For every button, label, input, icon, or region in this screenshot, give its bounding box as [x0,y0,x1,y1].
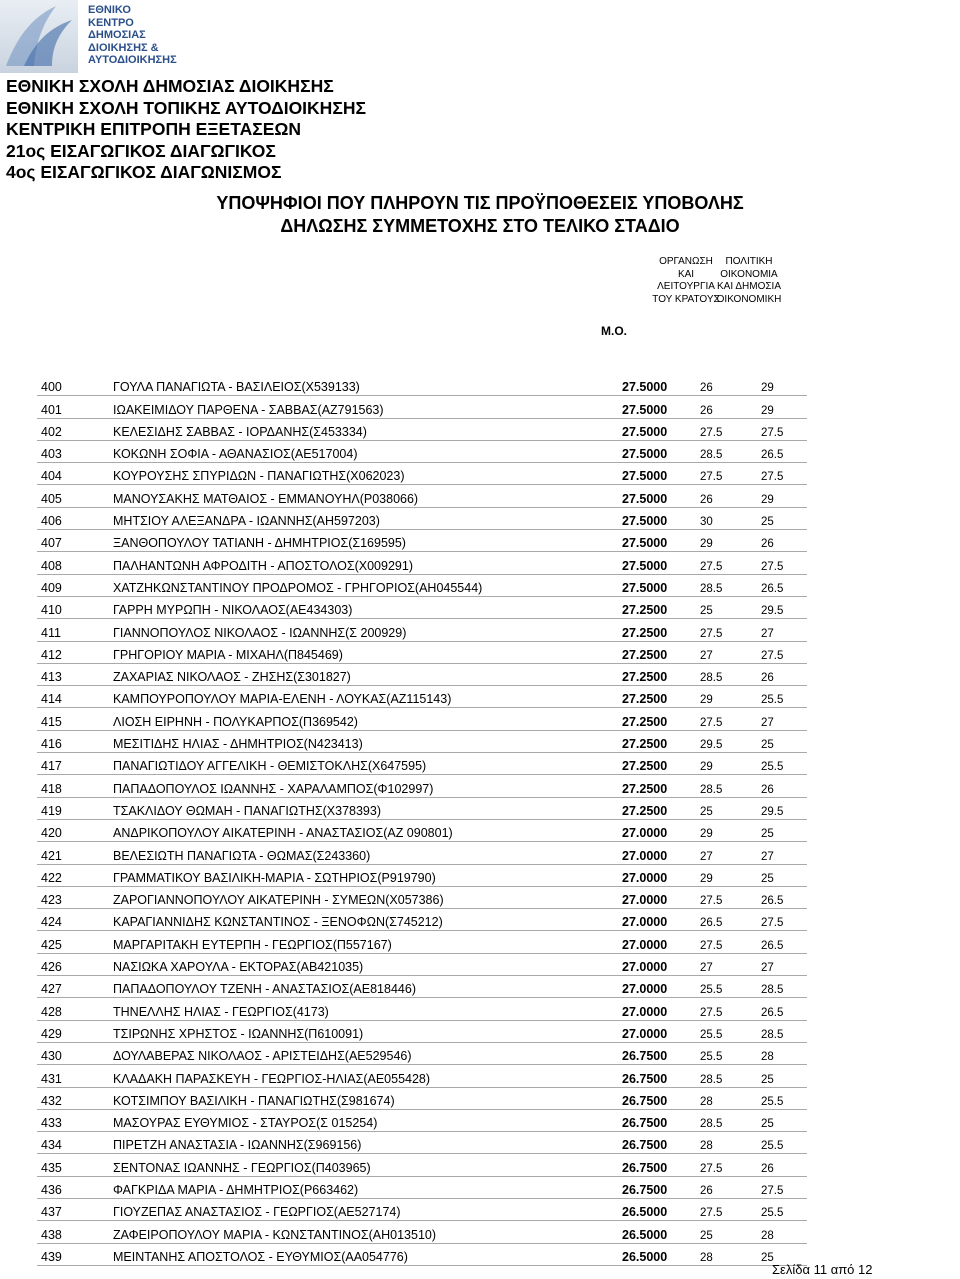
candidate-name: ΞΑΝΘΟΠΟΥΛΟΥ ΤΑΤΙΑΝΗ - ΔΗΜΗΤΡΙΟΣ(Σ169595) [113,530,622,552]
candidate-name: ΠΑΠΑΔΟΠΟΥΛΟΥ ΤΖΕΝΗ - ΑΝΑΣΤΑΣΙΟΣ(ΑΕ818446) [113,976,622,998]
average-score: 27.2500 [622,753,700,775]
score-economics: 29.5 [761,596,807,618]
row-number: 404 [37,463,113,485]
average-score: 27.5000 [622,396,700,418]
average-score: 27.0000 [622,864,700,886]
candidate-name: ΜΕΙΝΤΑΝΗΣ ΑΠΟΣΤΟΛΟΣ - ΕΥΘΥΜΙΟΣ(ΑΑ054776) [113,1243,622,1265]
score-organization: 27.5 [700,998,761,1020]
score-organization: 28.5 [700,440,761,462]
score-organization: 28 [700,1243,761,1265]
candidate-name: ΠΙΡΕΤΖΗ ΑΝΑΣΤΑΣΙΑ - ΙΩΑΝΝΗΣ(Σ969156) [113,1132,622,1154]
score-organization: 27.5 [700,619,761,641]
score-economics: 26.5 [761,998,807,1020]
candidate-name: ΤΣΑΚΛΙΔΟΥ ΘΩΜΑΗ - ΠΑΝΑΓΙΩΤΗΣ(Χ378393) [113,797,622,819]
score-organization: 27 [700,641,761,663]
row-number: 432 [37,1087,113,1109]
row-number: 417 [37,753,113,775]
average-score: 27.0000 [622,842,700,864]
header-line: ΚΕΝΤΡΙΚΗ ΕΠΙΤΡΟΠΗ ΕΞΕΤΑΣΕΩΝ [6,119,302,139]
score-organization: 26 [700,396,761,418]
row-number: 418 [37,775,113,797]
score-economics: 27 [761,842,807,864]
candidate-name: ΠΑΝΑΓΙΩΤΙΔΟΥ ΑΓΓΕΛΙΚΗ - ΘΕΜΙΣΤΟΚΛΗΣ(Χ647595) [113,753,622,775]
average-score: 27.5000 [622,463,700,485]
row-number: 409 [37,574,113,596]
score-economics: 25 [761,1243,807,1265]
header-line: ΕΘΝΙΚΗ ΣΧΟΛΗ ΤΟΠΙΚΗΣ ΑΥΤΟΔΙΟΙΚΗΣΗΣ [6,97,366,118]
document-header [6,76,366,184]
table-row [37,797,807,819]
row-number: 433 [37,1109,113,1131]
candidate-name: ΚΕΛΕΣΙΔΗΣ ΣΑΒΒΑΣ - ΙΟΡΔΑΝΗΣ(Σ453334) [113,418,622,440]
logo-text: ΕΘΝΙΚΟ ΚΕΝΤΡΟ ΔΗΜΟΣΙΑΣ ΔΙΟΙΚΗΣΗΣ & ΑΥΤΟΔΙΟΙΚΗΣΗΣ [88,4,177,66]
average-score: 26.7500 [622,1109,700,1131]
ekdda-logo [0,0,176,73]
score-organization: 27.5 [700,463,761,485]
table-row [37,1020,807,1042]
candidate-name: ΔΟΥΛΑΒΕΡΑΣ ΝΙΚΟΛΑΟΣ - ΑΡΙΣΤΕΙΔΗΣ(ΑΕ529546) [113,1042,622,1064]
score-economics: 28.5 [761,1020,807,1042]
average-score: 27.2500 [622,641,700,663]
table-row [37,1154,807,1176]
score-organization: 25 [700,1221,761,1243]
average-score: 27.0000 [622,953,700,975]
score-organization: 27.5 [700,886,761,908]
table-row [37,663,807,685]
score-organization: 25 [700,596,761,618]
row-number: 438 [37,1221,113,1243]
table-row [37,507,807,529]
row-number: 419 [37,797,113,819]
column-header-organization: ΟΡΓΑΝΩΣΗ ΚΑΙ ΛΕΙΤΟΥΡΓΙΑ ΤΟΥ ΚΡΑΤΟΥΣ [652,256,720,305]
row-number: 431 [37,1065,113,1087]
candidate-name: ΖΑΧΑΡΙΑΣ ΝΙΚΟΛΑΟΣ - ΖΗΣΗΣ(Σ301827) [113,663,622,685]
average-score: 27.5000 [622,530,700,552]
score-economics: 26 [761,530,807,552]
average-score: 27.2500 [622,619,700,641]
score-organization: 28 [700,1087,761,1109]
average-score: 27.5000 [622,507,700,529]
score-economics: 25.5 [761,1132,807,1154]
score-organization: 27.5 [700,418,761,440]
row-number: 413 [37,663,113,685]
table-row [37,1243,807,1265]
score-organization: 25.5 [700,1042,761,1064]
header-line: 4ος ΕΙΣΑΓΩΓΙΚΟΣ ΔΙΑΓΩΝΙΣΜΟΣ [6,162,282,182]
score-economics: 25 [761,864,807,886]
page-title: ΥΠΟΨΗΦΙΟΙ ΠΟΥ ΠΛΗΡΟΥΝ ΤΙΣ ΠΡΟΫΠΟΘΕΣΕΙΣ ΥΠΟΒΟΛΗΣ ΔΗΛΩΣΗΣ ΣΥΜΜΕΤΟΧΗΣ ΣΤΟ ΤΕΛΙΚΟ ΣΤΑΔΙΟ [216,193,744,236]
score-economics: 29 [761,374,807,396]
page-number: Σελίδα 11 από 12 [772,1262,873,1277]
table-row [37,418,807,440]
table-row [37,619,807,641]
average-score: 27.2500 [622,775,700,797]
score-organization: 27.5 [700,708,761,730]
score-economics: 29 [761,485,807,507]
table-row [37,1042,807,1064]
score-economics: 27.5 [761,552,807,574]
row-number: 416 [37,730,113,752]
candidate-name: ΜΕΣΙΤΙΔΗΣ ΗΛΙΑΣ - ΔΗΜΗΤΡΙΟΣ(Ν423413) [113,730,622,752]
header-line: ΕΘΝΙΚΗ ΣΧΟΛΗ ΔΗΜΟΣΙΑΣ ΔΙΟΙΚΗΣΗΣ [6,76,334,96]
score-economics: 26.5 [761,574,807,596]
score-organization: 28.5 [700,775,761,797]
table-row [37,574,807,596]
candidate-name: ΚΟΥΡΟΥΣΗΣ ΣΠΥΡΙΔΩΝ - ΠΑΝΑΓΙΩΤΗΣ(Χ062023) [113,463,622,485]
candidate-name: ΣΕΝΤΟΝΑΣ ΙΩΑΝΝΗΣ - ΓΕΩΡΓΙΟΣ(Π403965) [113,1154,622,1176]
candidate-name: ΚΑΡΑΓΙΑΝΝΙΔΗΣ ΚΩΝΣΤΑΝΤΙΝΟΣ - ΞΕΝΟΦΩΝ(Σ745212) [113,909,622,931]
table-row [37,1176,807,1198]
candidate-name: ΚΑΜΠΟΥΡΟΠΟΥΛΟΥ ΜΑΡΙΑ-ΕΛΕΝΗ - ΛΟΥΚΑΣ(ΑΖ115143) [113,686,622,708]
row-number: 401 [37,396,113,418]
score-organization: 28.5 [700,574,761,596]
candidate-name: ΓΙΟΥΖΕΠΑΣ ΑΝΑΣΤΑΣΙΟΣ - ΓΕΩΡΓΙΟΣ(ΑΕ527174) [113,1198,622,1220]
row-number: 405 [37,485,113,507]
score-organization: 27.5 [700,931,761,953]
score-economics: 28.5 [761,976,807,998]
average-score: 27.0000 [622,909,700,931]
score-economics: 26.5 [761,440,807,462]
score-organization: 27 [700,842,761,864]
average-score: 27.5000 [622,418,700,440]
table-row [37,1198,807,1220]
row-number: 410 [37,596,113,618]
table-row [37,1221,807,1243]
average-score: 26.5000 [622,1243,700,1265]
candidate-name: ΚΟΚΩΝΗ ΣΟΦΙΑ - ΑΘΑΝΑΣΙΟΣ(ΑΕ517004) [113,440,622,462]
row-number: 415 [37,708,113,730]
candidates-table [37,374,807,1266]
score-economics: 25 [761,730,807,752]
table-row [37,552,807,574]
row-number: 421 [37,842,113,864]
average-score: 27.0000 [622,931,700,953]
score-economics: 25 [761,507,807,529]
average-score: 26.7500 [622,1042,700,1064]
score-economics: 25 [761,1065,807,1087]
table-row [37,775,807,797]
score-economics: 25 [761,1109,807,1131]
score-economics: 25 [761,819,807,841]
table-row [37,953,807,975]
row-number: 420 [37,819,113,841]
row-number: 407 [37,530,113,552]
score-organization: 27 [700,953,761,975]
score-economics: 26.5 [761,931,807,953]
table-row [37,485,807,507]
table-row [37,708,807,730]
average-score: 27.5000 [622,374,700,396]
score-economics: 27 [761,708,807,730]
row-number: 434 [37,1132,113,1154]
candidate-name: ΚΟΤΣΙΜΠΟΥ ΒΑΣΙΛΙΚΗ - ΠΑΝΑΓΙΩΤΗΣ(Σ981674) [113,1087,622,1109]
score-organization: 29 [700,686,761,708]
score-organization: 26 [700,1176,761,1198]
average-score: 26.7500 [622,1132,700,1154]
score-economics: 26 [761,1154,807,1176]
table-row [37,909,807,931]
score-economics: 25.5 [761,753,807,775]
average-score: 26.7500 [622,1065,700,1087]
row-number: 414 [37,686,113,708]
average-score: 27.0000 [622,998,700,1020]
row-number: 427 [37,976,113,998]
score-organization: 27.5 [700,552,761,574]
row-number: 425 [37,931,113,953]
average-score: 27.0000 [622,1020,700,1042]
score-organization: 25.5 [700,976,761,998]
score-economics: 27 [761,953,807,975]
candidate-name: ΜΑΡΓΑΡΙΤΑΚΗ ΕΥΤΕΡΠΗ - ΓΕΩΡΓΙΟΣ(Π557167) [113,931,622,953]
average-score: 27.5000 [622,574,700,596]
score-organization: 25.5 [700,1020,761,1042]
score-economics: 27.5 [761,1176,807,1198]
score-organization: 29 [700,753,761,775]
table-row [37,730,807,752]
average-score: 26.7500 [622,1176,700,1198]
logo-emblem [0,0,78,73]
candidate-name: ΤΗΝΕΛΛΗΣ ΗΛΙΑΣ - ΓΕΩΡΓΙΟΣ(4173) [113,998,622,1020]
score-organization: 26.5 [700,909,761,931]
candidate-name: ΓΡΑΜΜΑΤΙΚΟΥ ΒΑΣΙΛΙΚΗ-ΜΑΡΙΑ - ΣΩΤΗΡΙΟΣ(Ρ919790) [113,864,622,886]
score-organization: 30 [700,507,761,529]
table-row [37,1065,807,1087]
average-score: 27.2500 [622,663,700,685]
score-organization: 29 [700,819,761,841]
candidate-name: ΦΑΓΚΡΙΔΑ ΜΑΡΙΑ - ΔΗΜΗΤΡΙΟΣ(Ρ663462) [113,1176,622,1198]
header-line: 21ος ΕΙΣΑΓΩΓΙΚΟΣ ΔΙΑΓΩΓΙΚΟΣ [6,140,276,161]
table-row [37,596,807,618]
row-number: 424 [37,909,113,931]
row-number: 411 [37,619,113,641]
row-number: 428 [37,998,113,1020]
score-organization: 28.5 [700,1109,761,1131]
average-score: 26.5000 [622,1198,700,1220]
candidate-name: ΝΑΣΙΩΚΑ ΧΑΡΟΥΛΑ - ΕΚΤΟΡΑΣ(ΑΒ421035) [113,953,622,975]
table-row [37,886,807,908]
candidate-name: ΠΑΛΗΑΝΤΩΝΗ ΑΦΡΟΔΙΤΗ - ΑΠΟΣΤΟΛΟΣ(Χ009291) [113,552,622,574]
row-number: 406 [37,507,113,529]
column-header-economics: ΠΟΛΙΤΙΚΗ ΟΙΚΟΝΟΜΙΑ ΚΑΙ ΔΗΜΟΣΙΑ ΟΙΚΟΝΟΜΙΚΗ [716,256,782,305]
table-row [37,842,807,864]
candidate-name: ΑΝΔΡΙΚΟΠΟΥΛΟΥ ΑΙΚΑΤΕΡΙΝΗ - ΑΝΑΣΤΑΣΙΟΣ(ΑΖ 090801) [113,819,622,841]
table-row [37,998,807,1020]
score-organization: 25 [700,797,761,819]
candidate-name: ΙΩΑΚΕΙΜΙΔΟΥ ΠΑΡΘΕΝΑ - ΣΑΒΒΑΣ(ΑΖ791563) [113,396,622,418]
score-economics: 25.5 [761,686,807,708]
score-economics: 25.5 [761,1198,807,1220]
row-number: 423 [37,886,113,908]
average-score: 26.7500 [622,1154,700,1176]
candidate-name: ΖΑΡΟΓΙΑΝΝΟΠΟΥΛΟΥ ΑΙΚΑΤΕΡΙΝΗ - ΣΥΜΕΩΝ(Χ057386) [113,886,622,908]
row-number: 430 [37,1042,113,1064]
score-organization: 26 [700,485,761,507]
candidate-name: ΚΛΑΔΑΚΗ ΠΑΡΑΣΚΕΥΗ - ΓΕΩΡΓΙΟΣ-ΗΛΙΑΣ(ΑΕ055428) [113,1065,622,1087]
score-organization: 27.5 [700,1154,761,1176]
score-economics: 27.5 [761,909,807,931]
table-row [37,1109,807,1131]
table-row [37,641,807,663]
candidate-name: ΧΑΤΖΗΚΩΝΣΤΑΝΤΙΝΟΥ ΠΡΟΔΡΟΜΟΣ - ΓΡΗΓΟΡΙΟΣ(ΑΗ045544) [113,574,622,596]
score-economics: 26.5 [761,886,807,908]
candidate-name: ΓΙΑΝΝΟΠΟΥΛΟΣ ΝΙΚΟΛΑΟΣ - ΙΩΑΝΝΗΣ(Σ 200929) [113,619,622,641]
score-economics: 28 [761,1221,807,1243]
candidate-name: ΛΙΟΣΗ ΕΙΡΗΝΗ - ΠΟΛΥΚΑΡΠΟΣ(Π369542) [113,708,622,730]
candidate-name: ΓΑΡΡΗ ΜΥΡΩΠΗ - ΝΙΚΟΛΑΟΣ(ΑΕ434303) [113,596,622,618]
average-score: 27.2500 [622,686,700,708]
candidate-name: ΠΑΠΑΔΟΠΟΥΛΟΣ ΙΩΑΝΝΗΣ - ΧΑΡΑΛΑΜΠΟΣ(Φ102997) [113,775,622,797]
average-score: 27.2500 [622,730,700,752]
row-number: 437 [37,1198,113,1220]
average-score: 27.0000 [622,819,700,841]
score-economics: 25.5 [761,1087,807,1109]
row-number: 422 [37,864,113,886]
candidate-name: ΜΑΣΟΥΡΑΣ ΕΥΘΥΜΙΟΣ - ΣΤΑΥΡΟΣ(Σ 015254) [113,1109,622,1131]
score-economics: 29.5 [761,797,807,819]
table-row [37,530,807,552]
score-organization: 27.5 [700,1198,761,1220]
row-number: 402 [37,418,113,440]
table-row [37,753,807,775]
table-row [37,374,807,396]
candidate-name: ΓΟΥΛΑ ΠΑΝΑΓΙΩΤΑ - ΒΑΣΙΛΕΙΟΣ(Χ539133) [113,374,622,396]
score-economics: 27 [761,619,807,641]
score-economics: 27.5 [761,463,807,485]
average-score: 27.0000 [622,976,700,998]
average-score: 27.2500 [622,708,700,730]
score-organization: 29 [700,530,761,552]
score-organization: 28.5 [700,663,761,685]
table-row [37,976,807,998]
score-economics: 27.5 [761,418,807,440]
score-organization: 28.5 [700,1065,761,1087]
table-row [37,819,807,841]
average-score: 26.5000 [622,1221,700,1243]
table-row [37,440,807,462]
column-header-average: Μ.Ο. [601,324,627,338]
row-number: 426 [37,953,113,975]
average-score: 27.5000 [622,552,700,574]
score-organization: 29.5 [700,730,761,752]
score-economics: 26 [761,775,807,797]
row-number: 435 [37,1154,113,1176]
average-score: 27.5000 [622,485,700,507]
table-row [37,686,807,708]
row-number: 439 [37,1243,113,1265]
average-score: 27.0000 [622,886,700,908]
table-row [37,396,807,418]
score-organization: 29 [700,864,761,886]
table-row [37,1087,807,1109]
table-row [37,864,807,886]
average-score: 27.5000 [622,440,700,462]
candidate-name: ΤΣΙΡΩΝΗΣ ΧΡΗΣΤΟΣ - ΙΩΑΝΝΗΣ(Π610091) [113,1020,622,1042]
table-row [37,1132,807,1154]
candidate-name: ΖΑΦΕΙΡΟΠΟΥΛΟΥ ΜΑΡΙΑ - ΚΩΝΣΤΑΝΤΙΝΟΣ(ΑΗ013510) [113,1221,622,1243]
row-number: 408 [37,552,113,574]
candidate-name: ΓΡΗΓΟΡΙΟΥ ΜΑΡΙΑ - ΜΙΧΑΗΛ(Π845469) [113,641,622,663]
score-economics: 28 [761,1042,807,1064]
row-number: 429 [37,1020,113,1042]
score-economics: 27.5 [761,641,807,663]
score-economics: 26 [761,663,807,685]
candidate-name: ΜΗΤΣΙΟΥ ΑΛΕΞΑΝΔΡΑ - ΙΩΑΝΝΗΣ(ΑΗ597203) [113,507,622,529]
score-economics: 29 [761,396,807,418]
candidate-name: ΒΕΛΕΣΙΩΤΗ ΠΑΝΑΓΙΩΤΑ - ΘΩΜΑΣ(Σ243360) [113,842,622,864]
average-score: 27.2500 [622,797,700,819]
candidate-name: ΜΑΝΟΥΣΑΚΗΣ ΜΑΤΘΑΙΟΣ - ΕΜΜΑΝΟΥΗΛ(Ρ038066) [113,485,622,507]
row-number: 403 [37,440,113,462]
average-score: 27.2500 [622,596,700,618]
score-organization: 28 [700,1132,761,1154]
score-organization: 26 [700,374,761,396]
table-row [37,463,807,485]
table-row [37,931,807,953]
row-number: 412 [37,641,113,663]
average-score: 26.7500 [622,1087,700,1109]
row-number: 436 [37,1176,113,1198]
row-number: 400 [37,374,113,396]
